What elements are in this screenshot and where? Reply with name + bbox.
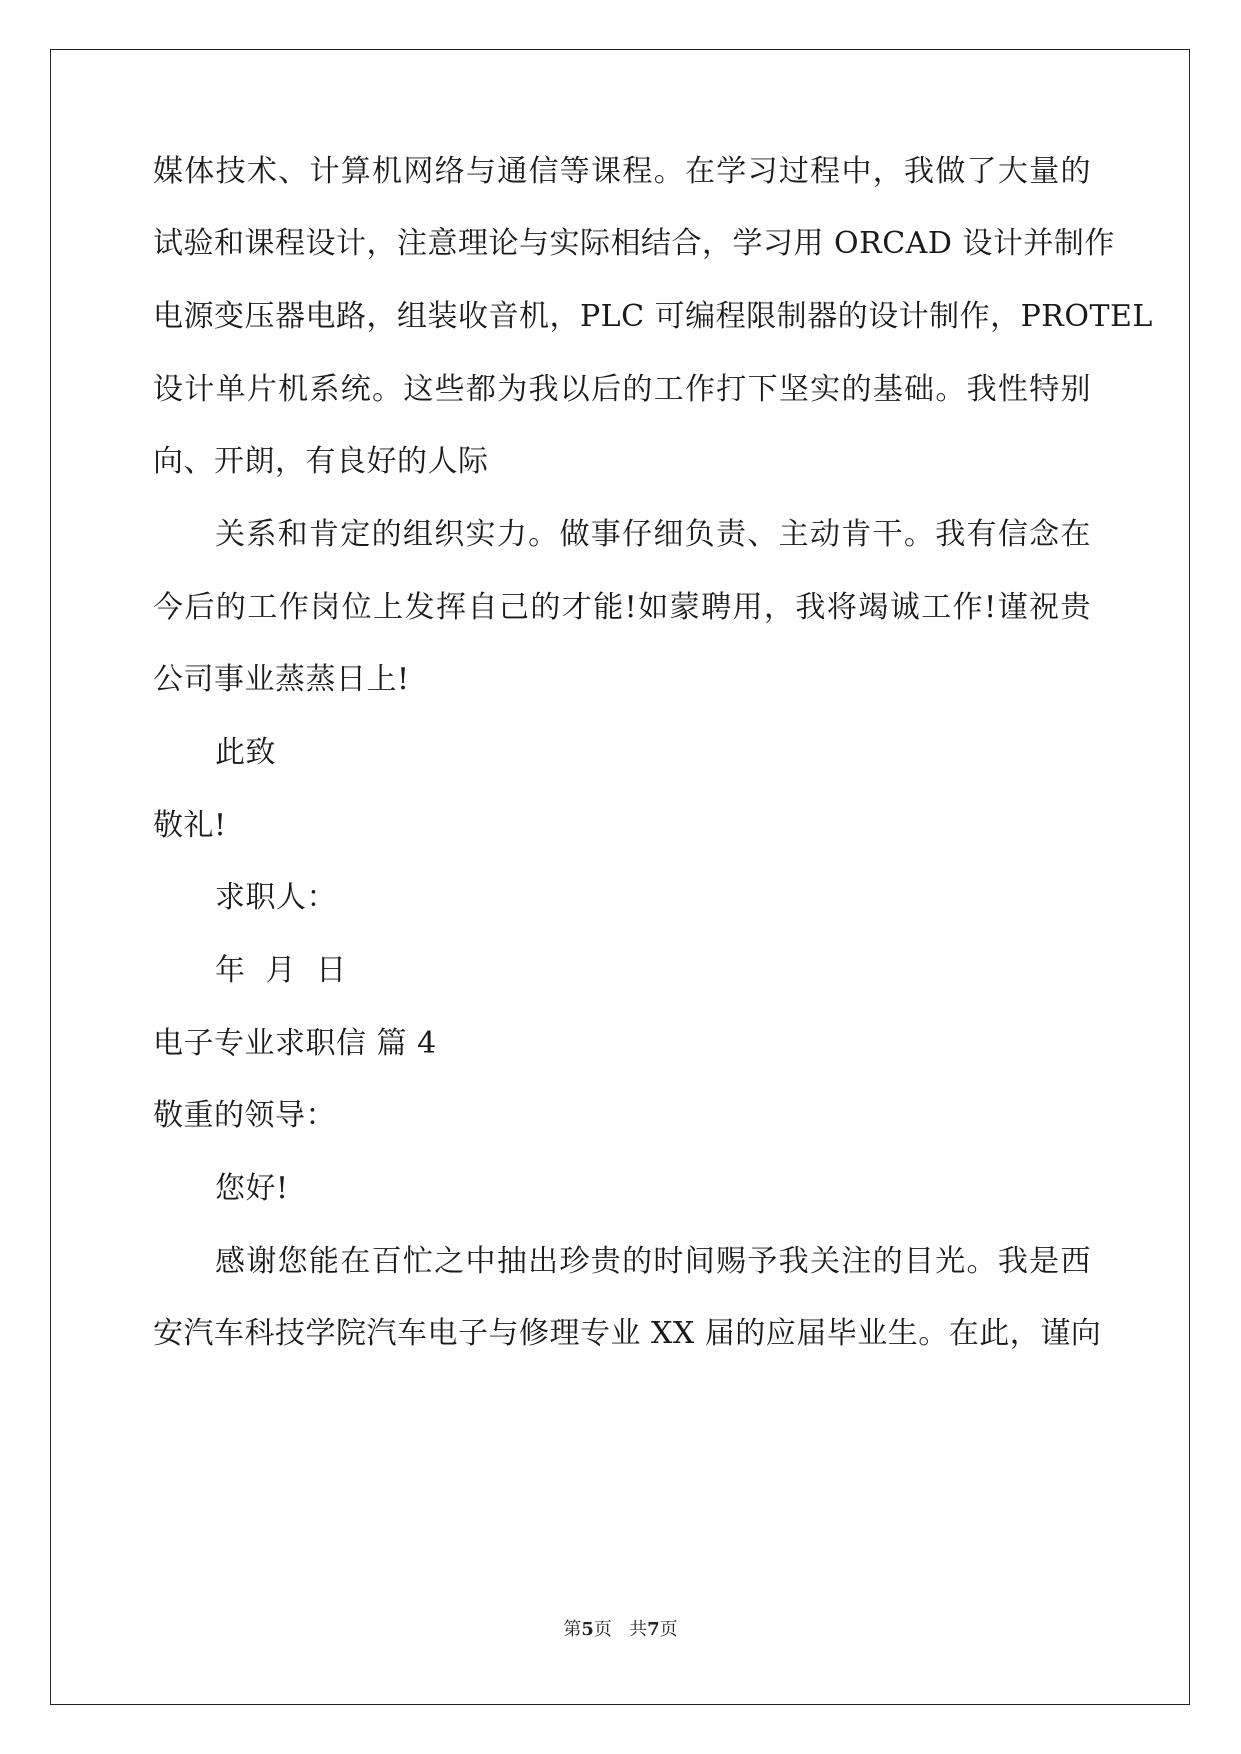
date-placeholder: 年 月 日 <box>215 953 347 988</box>
applicant-label: 求职人： <box>215 880 337 915</box>
footer-prefix: 第 <box>563 1619 582 1640</box>
section-heading: 电子专业求职信 篇 4 <box>153 1026 437 1061</box>
closing-salutation: 此致 <box>215 735 276 770</box>
body-line-3: 电源变压器电路，组装收音机，PLC 可编程限制器的设计制作，PROTEL <box>153 299 1153 334</box>
page-footer <box>0 1615 1241 1641</box>
body-line-8: 公司事业蒸蒸日上! <box>153 662 410 697</box>
body-line-6: 关系和肯定的组织实力。做事仔细负责、主动肯干。我有信念在 <box>215 517 1091 552</box>
footer-total-pages: 7 <box>647 1619 660 1640</box>
body-line-4: 设计单片机系统。这些都为我以后的工作打下坚实的基础。我性特别 <box>153 372 1091 407</box>
body-line-16: 感谢您能在百忙之中抽出珍贵的时间赐予我关注的目光。我是西 <box>215 1244 1091 1279</box>
footer-mid: 页 共 <box>593 1619 648 1640</box>
body-line-1: 媒体技术、计算机网络与通信等课程。在学习过程中，我做了大量的 <box>153 154 1091 189</box>
footer-suffix: 页 <box>659 1619 678 1640</box>
greeting-line: 敬重的领导： <box>153 1098 336 1133</box>
body-line-2: 试验和课程设计，注意理论与实际相结合，学习用 ORCAD 设计并制作 <box>153 226 1115 261</box>
closing-regards: 敬礼! <box>153 808 227 843</box>
hello-line: 您好! <box>215 1171 289 1206</box>
body-line-17: 安汽车科技学院汽车电子与修理专业 XX 届的应届毕业生。在此，谨向 <box>153 1316 1102 1351</box>
body-line-7: 今后的工作岗位上发挥自己的才能!如蒙聘用，我将竭诚工作!谨祝贵 <box>153 590 1091 625</box>
body-line-5: 向、开朗，有良好的人际 <box>153 444 489 479</box>
footer-page-number: 5 <box>581 1619 594 1640</box>
